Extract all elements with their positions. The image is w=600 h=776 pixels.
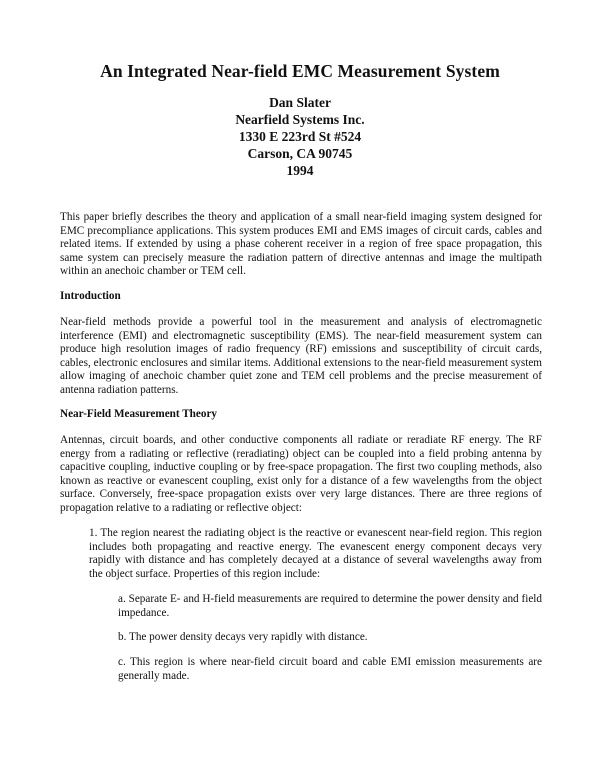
author-city: Carson, CA 90745 [247, 146, 353, 161]
publication-year: 1994 [286, 163, 314, 178]
sub-item-b: b. The power density decays very rapidly with distance. [118, 631, 368, 643]
sub-item-c: c. This region is where near-field circuit board and cable EMI emission measurements are generally made. [118, 656, 542, 682]
author-name: Dan Slater [269, 95, 331, 110]
sub-item-a: a. Separate E- and H-field measurements are required to determine the power density and field impedance. [118, 593, 542, 619]
paper-title: An Integrated Near-field EMC Measurement System [100, 61, 500, 81]
abstract-paragraph: This paper briefly describes the theory and application of a small near-field imaging system designed for EMC precompliance applications. This system produces EMI and EMS images of circuit cards, cables and related items. If extended by using a phase coherent receiver in a region of free space propagation, this same system can precisely measure the radiation pattern of directive antennas and image the multipath within an anechoic chamber or TEM cell. [60, 211, 542, 278]
author-block [0, 94, 600, 179]
section-heading-theory: Near-Field Measurement Theory [60, 408, 218, 420]
author-street: 1330 E 223rd St #524 [238, 129, 362, 144]
section-heading-introduction: Introduction [60, 290, 121, 302]
introduction-paragraph: Near-field methods provide a powerful tool in the measurement and analysis of electromagnetic interference (EMI) and electromagnetic susceptibility (EMS). The near-field measurement system can produce high resolution images of radio frequency (RF) emissions and susceptibility of circuit cards, cables, electronic enclosures and similar items. Additional extensions to the near-field measurement system allow imaging of anechoic chamber quiet zone and TEM cell problems and the precise measurement of antenna radiation patterns. [60, 316, 542, 396]
theory-paragraph: Antennas, circuit boards, and other conductive components all radiate or reradiate RF energy. The RF energy from a radiating or reflective (reradiating) object can be coupled into a field probing antenna by capacitive coupling, inductive coupling or by free-space propagation. The first two coupling methods, also known as reactive or evanescent coupling, exist only for a distance of a few wavelengths from the object surface. Conversely, free-space propagation exists over very large distances. There are three regions of propagation relative to a radiating or reflective object: [60, 434, 542, 514]
list-item-region-1: 1. The region nearest the radiating object is the reactive or evanescent near-field region. This region includes both propagating and reactive energy. The evanescent energy component decays very rapidly with distance and has completely decayed at a distance of several wavelengths away from the object surface. Properties of this region include: [89, 527, 542, 580]
author-organization: Nearfield Systems Inc. [235, 112, 365, 127]
